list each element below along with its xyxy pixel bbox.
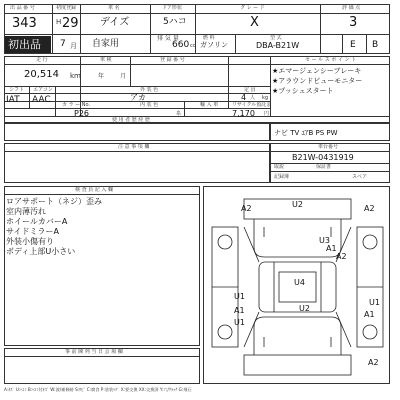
inspection-year-unit: 年 (98, 73, 105, 80)
chassis-no: B21W-0431919 (292, 153, 354, 162)
year: 29 (62, 16, 79, 31)
displacement: 660 (172, 40, 190, 50)
shift-label: シフト (9, 87, 25, 93)
mileage-label: 走 行 (36, 57, 48, 63)
manual-label: 取説 (274, 164, 285, 170)
era: H (56, 18, 62, 26)
score: 3 (349, 15, 358, 30)
owner-history-label: 使 用 者 歴 経 歴 (112, 117, 150, 123)
displacement-label: 排 気 量 (157, 35, 179, 42)
ext-color: アカ (130, 93, 146, 102)
first-listing-text: 初出品 (8, 38, 41, 51)
grade-label: グ レ ー ド (240, 5, 265, 11)
ext-color-label: 外 装 色 (140, 87, 159, 93)
recycle: 7,170 (232, 109, 255, 118)
condition-label: 事 前 陳 列 当 日 会 場 欄 (65, 349, 123, 355)
inspection-label: 車 検 (100, 57, 112, 63)
mark-6: A2 (336, 252, 347, 261)
mark-9: U1 (369, 298, 380, 307)
mark-8: U1 (234, 292, 245, 301)
sale-point-3: ★プッシュスタート (272, 87, 334, 95)
sale-point-1: ★エマージェンシーブレーキ (272, 67, 362, 75)
inspection-month-unit: 月 (120, 73, 127, 80)
score-label: 評 価 点 (342, 5, 361, 11)
cc-unit: cc (190, 43, 196, 49)
fuel: ガソリン (200, 41, 228, 49)
door-label: ドア形状 (162, 5, 182, 11)
sale-point-2: ★アラウンドビューモニター (272, 77, 363, 85)
recycle-label: リサイクル預託金 (232, 102, 272, 108)
recycle-unit: 円 (264, 111, 270, 117)
ext-grade: E (350, 40, 356, 50)
car-name-label: 車 名 (108, 5, 120, 11)
inspection-line-3: ホイールカバーA (6, 217, 68, 226)
mark-3: A2 (364, 204, 375, 213)
load-unit: kg (262, 95, 269, 101)
inspection-line-5: 外装小傷有り (6, 237, 54, 246)
inport-label: 輸 入 車 (200, 102, 219, 108)
fuel-label: 燃 料 (203, 35, 215, 41)
sale-points-label: セ ー ル ス ポ イ ン ト (305, 57, 357, 63)
car-diagram (203, 186, 390, 384)
int-grade: B (372, 40, 379, 50)
mark-14: A2 (368, 358, 379, 367)
inner-unit: 糸 (176, 111, 182, 117)
month-unit: 月 (70, 42, 77, 50)
use: 自家用 (92, 39, 120, 49)
mark-5: A1 (326, 244, 337, 253)
mark-11: U2 (299, 304, 310, 313)
color-no: P26 (74, 109, 90, 118)
lot-no-label: 出 品 番 号 (10, 5, 35, 11)
seats-unit: 人 (250, 95, 256, 101)
model: DBA-B21W (256, 41, 300, 50)
inspection-line-2: 室内薄汚れ (6, 207, 46, 216)
color-no-label: カ ラ ー No. (62, 102, 91, 108)
ac-label: エアコン (33, 87, 53, 93)
mark-1: A2 (241, 204, 252, 213)
shift: IAT (6, 95, 20, 105)
inspection-line-4: サイドミラーA (6, 227, 59, 236)
mark-12: A1 (364, 310, 375, 319)
owner-history-block (4, 123, 270, 141)
inspection-line-1: ロアサポート（ネジ）歪み (6, 197, 102, 206)
car-name: デイズ (100, 17, 130, 28)
warranty-label: 保証書 (316, 164, 332, 170)
record-label: 記録簿 (274, 174, 290, 180)
mark-10: A1 (234, 306, 245, 315)
mark-13: U1 (234, 318, 245, 327)
grade: X (250, 15, 259, 30)
mark-7: U4 (294, 278, 305, 287)
door: 5ハコ (163, 17, 187, 27)
seats: 4 (241, 93, 247, 102)
model-label: 型 式 (270, 35, 282, 41)
mark-2: U2 (292, 200, 303, 209)
notes-label: 注 意 事 項 欄 (118, 144, 150, 150)
inspection-title: 検 査 員 記 入 欄 (75, 187, 113, 193)
mileage: 20,514 (24, 69, 59, 80)
mark-4: U3 (319, 236, 330, 245)
equipment: ナビ TV ｴｱB PS PW (274, 129, 338, 137)
chassis-label: 車台番号 (318, 144, 339, 150)
reg-no-label: 登 録 番 号 (160, 57, 185, 63)
year-label: 初度登録 (56, 5, 77, 11)
lot-no: 343 (12, 16, 37, 31)
int-color-label: 内 装 色 (140, 102, 159, 108)
mileage-unit: km (70, 72, 81, 80)
month: 7 (60, 39, 66, 49)
inspection-line-6: ボディ上部U小さい (6, 247, 76, 256)
legend: A:ｷｽﾞ U:ﾍｺﾐ B:ﾍｺﾐ付ｷｽﾞ W:波/補修跡 S:ｻﾋﾞ C:腐食 P:塗装ﾊｹﾞ X:要交換 XX:交換済 Y:穴/ｸﾗｯｸ G:飛石 (4, 387, 192, 392)
ac: AAC (32, 95, 51, 105)
seats-label: 定 員 (244, 87, 256, 93)
key-label: スペア (352, 174, 368, 180)
